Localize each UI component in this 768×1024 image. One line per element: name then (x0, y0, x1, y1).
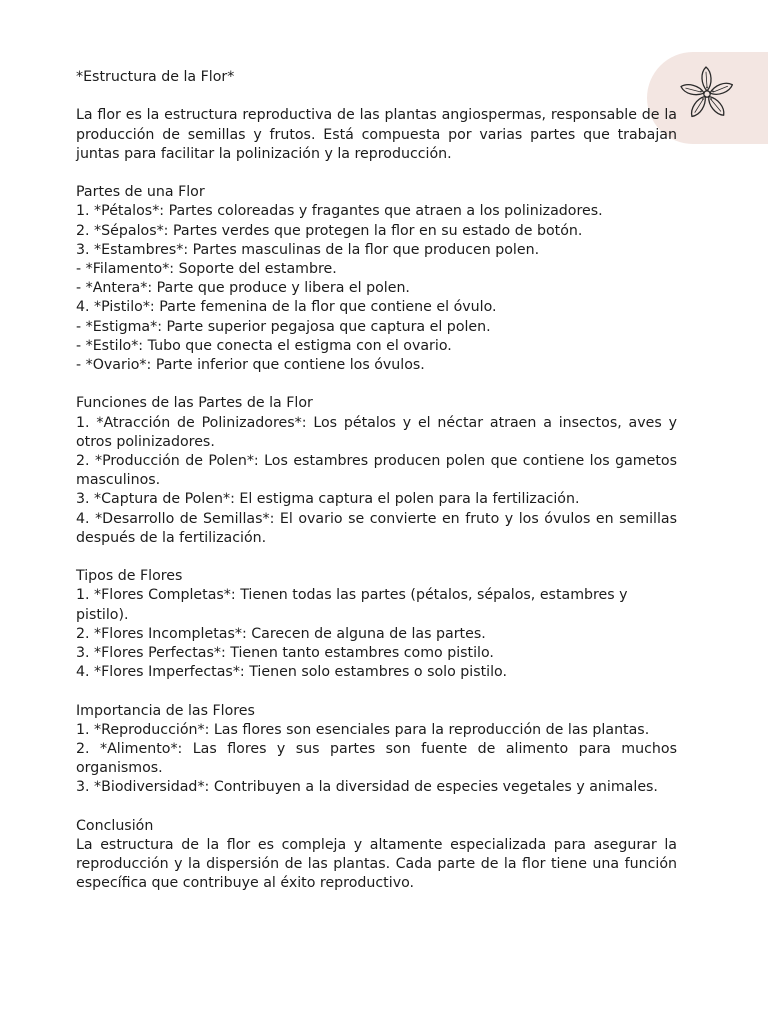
list-item: - *Estilo*: Tubo que conecta el estigma con el ovario. (76, 337, 452, 354)
list-item: 1. *Flores Completas*: Tienen todas las partes (pétalos, sépalos, estambres y pistilo). (76, 587, 628, 623)
list-item: 3. *Estambres*: Partes masculinas de la flor que producen polen. (76, 241, 540, 258)
list-item: 4. *Desarrollo de Semillas*: El ovario se convierte en fruto y los óvulos en semillas después de la fertilización. (76, 510, 677, 546)
section-heading-types: Tipos de Flores (76, 568, 183, 585)
list-item: 4. *Pistilo*: Parte femenina de la flor que contiene el óvulo. (76, 299, 497, 316)
list-item: 2. *Flores Incompletas*: Carecen de alguna de las partes. (76, 625, 486, 642)
list-item: 2. *Producción de Polen*: Los estambres producen polen que contiene los gametos masculinos. (76, 453, 677, 489)
list-item: - *Estigma*: Parte superior pegajosa que captura el polen. (76, 318, 491, 335)
document-title: *Estructura de la Flor* (76, 69, 235, 85)
list-item: 1. *Atracción de Polinizadores*: Los pétalos y el néctar atraen a insectos, aves y otros polinizadores. (76, 414, 677, 450)
conclusion-paragraph: La estructura de la flor es compleja y altamente especializada para asegurar la reproducción y la dispersión de las plantas. Cada parte de la flor tiene una función específica que contribuye al éxito reproductivo. (76, 837, 677, 892)
list-item: 1. *Pétalos*: Partes coloreadas y fragantes que atraen a los polinizadores. (76, 203, 603, 220)
section-heading-conclusion: Conclusión (76, 817, 154, 834)
list-item: 2. *Sépalos*: Partes verdes que protegen la flor en su estado de botón. (76, 222, 583, 239)
list-item: 3. *Captura de Polen*: El estigma captura el polen para la fertilización. (76, 491, 580, 508)
flower-icon (671, 58, 743, 130)
section-heading-functions: Funciones de las Partes de la Flor (76, 395, 313, 412)
intro-paragraph: La flor es la estructura reproductiva de las plantas angiospermas, responsable de la producción de semillas y frutos. Está compuesta por varias partes que trabajan juntas para facilitar la polinización y la reproducción. (76, 107, 677, 162)
list-item: 3. *Biodiversidad*: Contribuyen a la diversidad de especies vegetales y animales. (76, 779, 658, 796)
document-body (76, 68, 677, 894)
list-item: 2. *Alimento*: Las flores y sus partes son fuente de alimento para muchos organismos. (76, 741, 677, 777)
list-item: 4. *Flores Imperfectas*: Tienen solo estambres o solo pistilo. (76, 664, 507, 681)
list-item: 3. *Flores Perfectas*: Tienen tanto estambres como pistilo. (76, 645, 494, 662)
list-item: - *Filamento*: Soporte del estambre. (76, 261, 337, 277)
section-heading-parts: Partes de una Flor (76, 184, 205, 201)
list-item: - *Ovario*: Parte inferior que contiene los óvulos. (76, 357, 425, 374)
list-item: 1. *Reproducción*: Las flores son esenciales para la reproducción de las plantas. (76, 721, 650, 738)
section-heading-importance: Importancia de las Flores (76, 702, 255, 719)
list-item: - *Antera*: Parte que produce y libera el polen. (76, 280, 410, 297)
